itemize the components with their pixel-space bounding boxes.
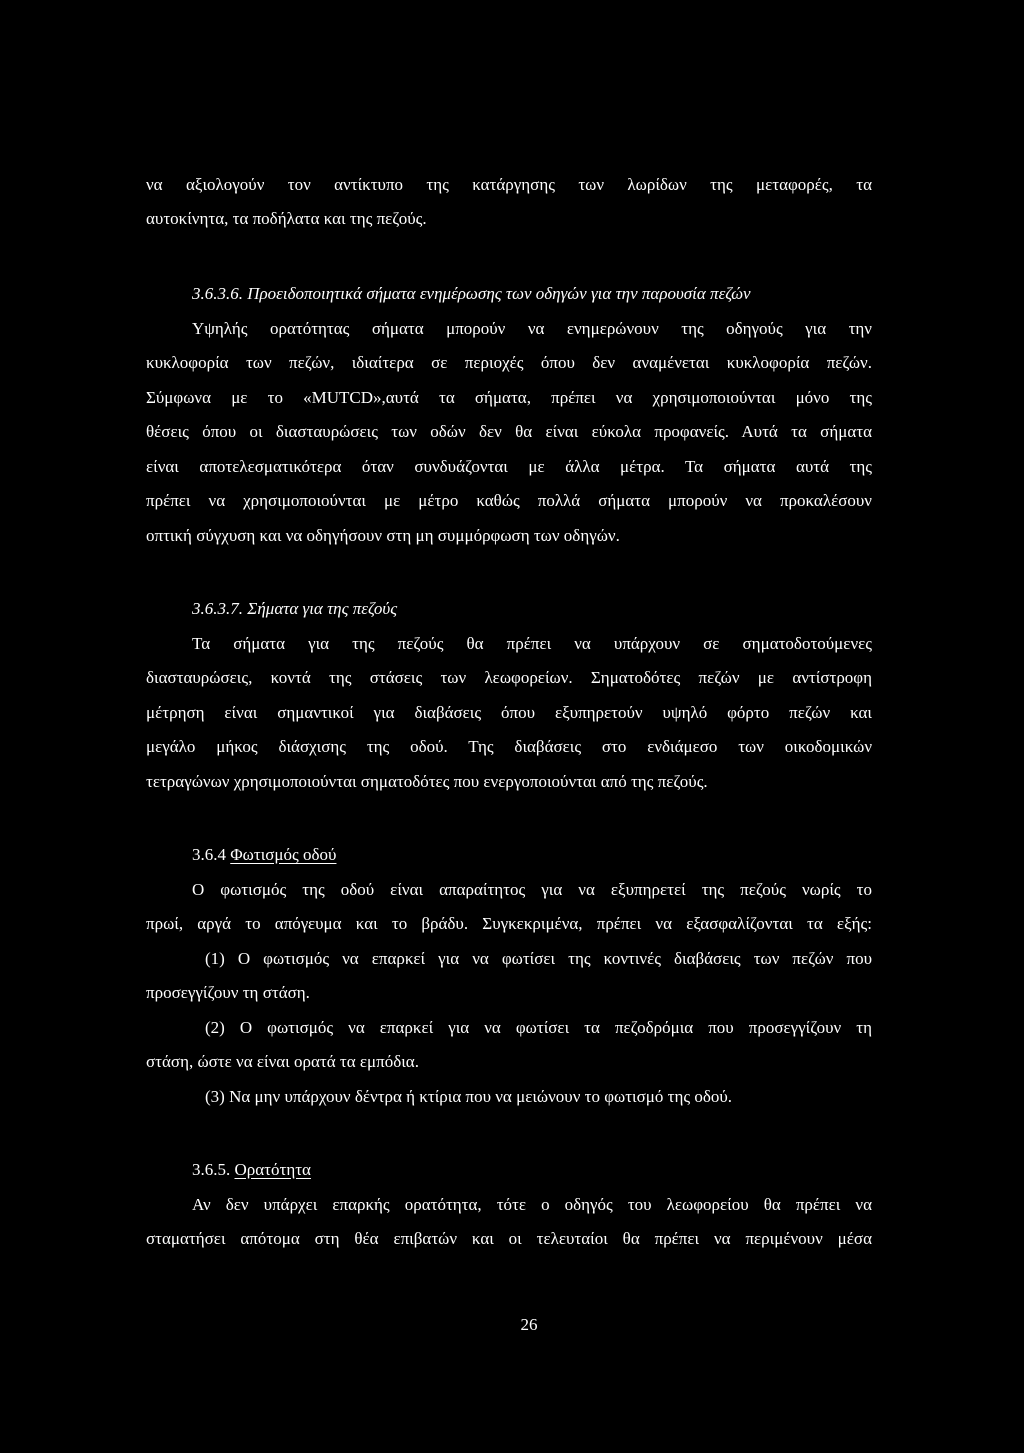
list-item-2-cont: στάση, ώστε να είναι ορατά τα εμπόδια. — [146, 1052, 419, 1071]
section-3-6-3-7-heading: 3.6.3.7. Σήματα για της πεζούς — [192, 599, 398, 618]
intro-line-2: αυτοκίνητα, τα ποδήλατα και της πεζούς. — [146, 209, 427, 228]
paragraph-line: πρωί, αργά το απόγευμα και το βράδυ. Συγκεκριμένα, πρέπει να εξασφαλίζονται τα εξής: — [146, 914, 872, 933]
paragraph-line: Σύμφωνα με το «MUTCD»,αυτά τα σήματα, πρέπει να χρησιμοποιούνται μόνο της — [146, 388, 872, 407]
paragraph-line: είναι αποτελεσματικότερα όταν συνδυάζονται με άλλα μέτρα. Τα σήματα αυτά της — [146, 457, 872, 476]
paragraph-line: μεγάλο μήκος διάσχισης της οδού. Της διαβάσεις στο ενδιάμεσο των οικοδομικών — [146, 737, 872, 756]
section-3-6-3-6-heading: 3.6.3.6. Προειδοποιητικά σήματα ενημέρωσης των οδηγών για την παρουσία πεζών — [192, 284, 751, 303]
section-3-6-4-heading — [192, 844, 872, 866]
intro-line-1: να αξιολογούν τον αντίκτυπο της κατάργησης των λωρίδων της μεταφορές, τα — [146, 175, 872, 194]
paragraph-line: τετραγώνων χρησιμοποιούνται σηματοδότες που ενεργοποιούνται από της πεζούς. — [146, 772, 708, 791]
list-item-1: (1) Ο φωτισμός να επαρκεί για να φωτίσει της κοντινές διαβάσεις των πεζών που — [205, 949, 872, 968]
paragraph-line: Ο φωτισμός της οδού είναι απαραίτητος για να εξυπηρετεί της πεζούς νωρίς το — [192, 880, 872, 899]
paragraph-line: οπτική σύγχυση και να οδηγήσουν στη μη συμμόρφωση των οδηγών. — [146, 526, 620, 545]
page-number: 26 — [520, 1315, 538, 1334]
section-number: 3.6.5. — [192, 1160, 231, 1179]
paragraph-line: πρέπει να χρησιμοποιούνται με μέτρο καθώς πολλά σήματα μπορούν να προκαλέσουν — [146, 491, 872, 510]
paragraph-line: σταματήσει απότομα στη θέα επιβατών και οι τελευταίοι θα πρέπει να περιμένουν μέσα — [146, 1229, 872, 1248]
section-title: Ορατότητα — [234, 1160, 311, 1179]
paragraph-line: κυκλοφορία των πεζών, ιδιαίτερα σε περιοχές όπου δεν αναμένεται κυκλοφορία πεζών. — [146, 353, 872, 372]
list-item-3: (3) Να μην υπάρχουν δέντρα ή κτίρια που να μειώνουν το φωτισμό της οδού. — [205, 1087, 733, 1106]
paragraph-line: διασταυρώσεις, κοντά της στάσεις των λεωφορείων. Σηματοδότες πεζών με αντίστροφη — [146, 668, 872, 687]
list-item-2: (2) Ο φωτισμός να επαρκεί για να φωτίσει τα πεζοδρόμια που προσεγγίζουν τη — [205, 1018, 872, 1037]
paragraph-line: θέσεις όπου οι διασταυρώσεις των οδών δεν θα είναι εύκολα προφανείς. Αυτά τα σήματα — [146, 422, 872, 441]
section-number: 3.6.4 — [192, 845, 226, 864]
paragraph-line: Τα σήματα για της πεζούς θα πρέπει να υπάρχουν σε σηματοδοτούμενες — [192, 634, 872, 653]
paragraph-line: Υψηλής ορατότητας σήματα μπορούν να ενημερώνουν της οδηγούς για την — [192, 319, 872, 338]
paragraph-line: μέτρηση είναι σημαντικοί για διαβάσεις όπου εξυπηρετούν υψηλό φόρτο πεζών και — [146, 703, 872, 722]
section-title: Φωτισμός οδού — [230, 845, 337, 864]
paragraph-line: Αν δεν υπάρχει επαρκής ορατότητα, τότε ο οδηγός του λεωφορείου θα πρέπει να — [192, 1195, 872, 1214]
list-item-1-cont: προσεγγίζουν τη στάση. — [146, 983, 310, 1002]
section-3-6-5-heading — [192, 1159, 872, 1181]
